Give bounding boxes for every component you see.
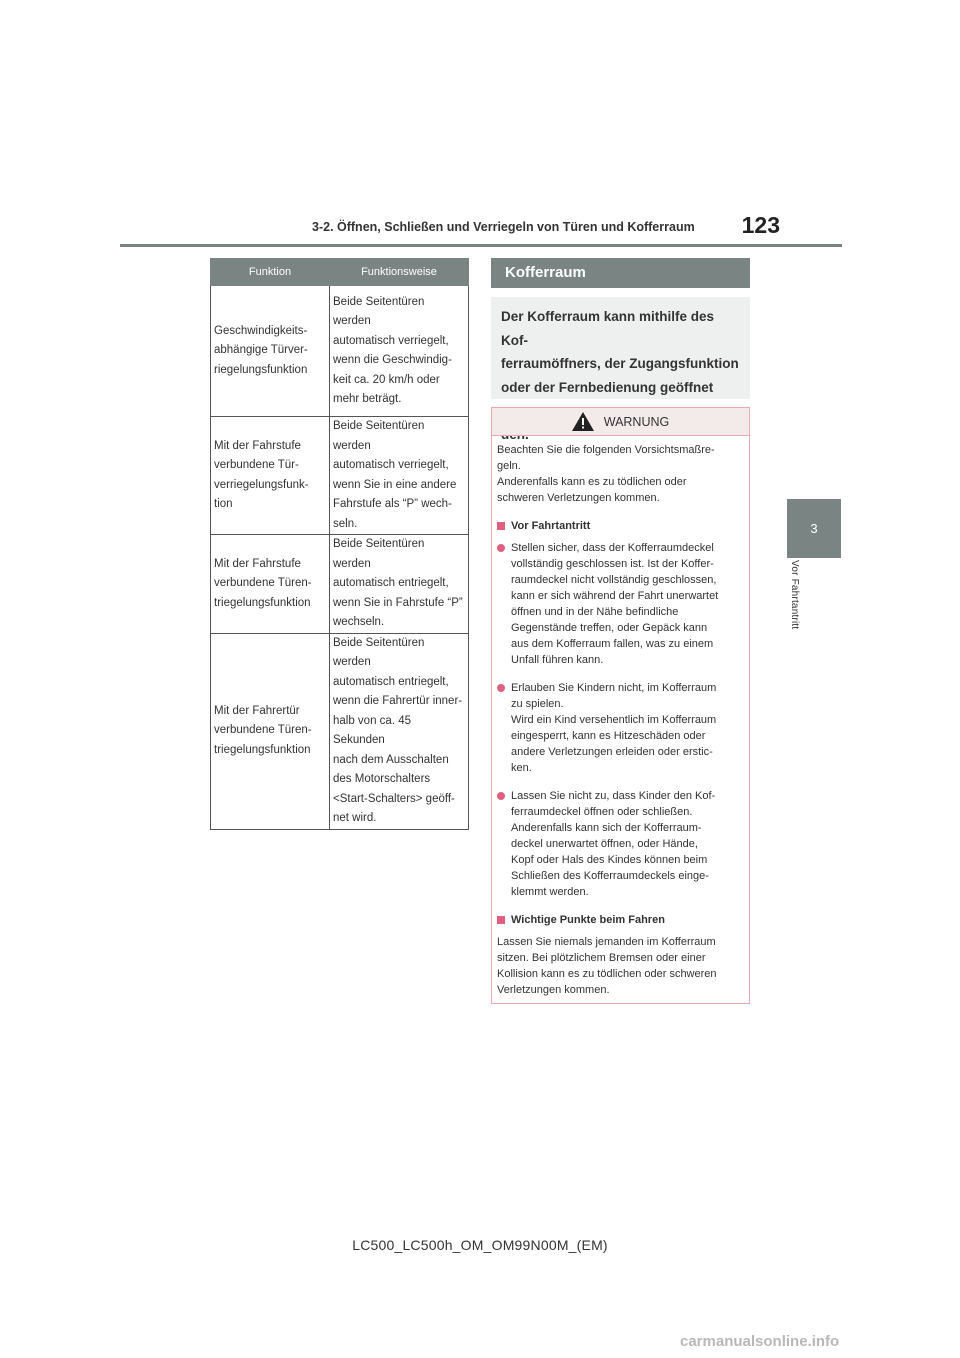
warning-title: WARNUNG bbox=[603, 414, 670, 429]
chapter-number: 3 bbox=[810, 521, 818, 536]
section-heading: Kofferraum bbox=[491, 258, 750, 288]
table-cell-funktion bbox=[211, 633, 330, 829]
table-cell-funktionsweise bbox=[330, 535, 469, 634]
cell-text: Beide Seitentüren werden automatisch entriegelt, wenn die Fahrertür inner- halb von ca. 45 Sekunden nach dem Ausschalten des Motorschalters <Start-Schalters> geöff- net wird. bbox=[333, 636, 463, 824]
column-header-funktion: Funktion bbox=[211, 259, 330, 286]
warning-intro: Beachten Sie die folgenden Vorsichtsmaßre- geln. Anderenfalls kann es zu tödlichen oder schweren Verletzungen kommen. bbox=[497, 444, 715, 504]
square-bullet-icon bbox=[497, 522, 505, 530]
page-header-title: 3-2. Öffnen, Schließen und Verriegeln von Türen und Kofferraum bbox=[312, 220, 695, 234]
cell-text: Mit der Fahrertür verbundene Türen- triegelungsfunktion bbox=[214, 704, 312, 756]
table-cell-funktion bbox=[211, 535, 330, 634]
header-divider bbox=[120, 244, 842, 247]
cell-text: Mit der Fahrstufe verbundene Türen- triegelungsfunktion bbox=[214, 557, 312, 609]
page-number: 123 bbox=[741, 212, 780, 238]
cell-text: Geschwindigkeits- abhängige Türver- riegelungsfunktion bbox=[214, 324, 308, 376]
section-intro: Der Kofferraum kann mithilfe des Kof- ferraumöffners, der Zugangsfunktion oder der Fernbedienung geöffnet bbox=[491, 297, 750, 399]
table-row bbox=[211, 535, 469, 634]
chapter-tab bbox=[787, 499, 841, 558]
warning-icon bbox=[572, 412, 594, 431]
bullet-text: Stellen sicher, dass der Kofferraumdeckel vollständig geschlossen ist. Ist der Koffer- raumdeckel nicht vollständig geschlossen, kann er sich während der Fahrt unerwartet öffnen und in der Nähe befindliche Gegenstände treffen, oder Gepäck kann aus dem Kofferraum fallen, was zu einem Unfall führen kann. bbox=[511, 542, 719, 666]
table-cell-funktionsweise bbox=[330, 286, 469, 417]
warning-body bbox=[492, 436, 749, 998]
warning-box bbox=[491, 407, 750, 1004]
subheading-text: Vor Fahrtantritt bbox=[511, 520, 591, 532]
subheading-text: Wichtige Punkte beim Fahren bbox=[511, 914, 665, 926]
table-row bbox=[211, 417, 469, 535]
table-cell-funktion bbox=[211, 286, 330, 417]
warning-final-text: Lassen Sie niemals jemanden im Kofferraum sitzen. Bei plötzlichem Bremsen oder einer Kollision kann es zu tödlichen oder schweren Verletzungen kommen. bbox=[497, 936, 717, 996]
warning-subheading bbox=[497, 518, 745, 534]
function-table bbox=[210, 258, 469, 830]
table-header-row bbox=[211, 259, 469, 286]
watermark: carmanualsonline.info bbox=[680, 1333, 840, 1350]
bullet-dot-icon bbox=[497, 792, 505, 800]
table-cell-funktionsweise bbox=[330, 633, 469, 829]
footer-model-code: LC500_LC500h_OM_OM99N00M_(EM) bbox=[352, 1237, 608, 1253]
warning-subheading bbox=[497, 912, 745, 928]
table-row bbox=[211, 633, 469, 829]
cell-text: Beide Seitentüren werden automatisch entriegelt, wenn Sie in Fahrstufe “P” wechseln. bbox=[333, 538, 463, 628]
bullet-text: Lassen Sie nicht zu, dass Kinder den Kof- ferraumdeckel öffnen oder schließen. Anderenfalls kann sich der Kofferraum- deckel unerwartet öffnen, oder Hände, Kopf oder Hals des Kindes können beim Schließen des Kofferraumdeckels einge- klemmt werden. bbox=[511, 790, 716, 898]
chapter-side-label: Vor Fahrtantritt bbox=[789, 560, 800, 630]
column-header-funktionsweise: Funktionsweise bbox=[330, 259, 469, 286]
table-cell-funktion bbox=[211, 417, 330, 535]
warning-bullet bbox=[497, 540, 745, 668]
warning-header bbox=[492, 408, 749, 436]
bullet-dot-icon bbox=[497, 684, 505, 692]
cell-text: Beide Seitentüren werden automatisch verriegelt, wenn Sie in eine andere Fahrstufe als “P” wech- seln. bbox=[333, 420, 457, 530]
cell-text: Mit der Fahrstufe verbundene Tür- verriegelungsfunk- tion bbox=[214, 439, 309, 510]
bullet-text: Erlauben Sie Kindern nicht, im Kofferraum zu spielen. Wird ein Kind versehentlich im Kofferraum eingesperrt, kann es Hitzeschäden oder andere Verletzungen erleiden oder erstic- ken. bbox=[511, 682, 717, 774]
table-cell-funktionsweise bbox=[330, 417, 469, 535]
square-bullet-icon bbox=[497, 916, 505, 924]
bullet-dot-icon bbox=[497, 544, 505, 552]
warning-bullet bbox=[497, 788, 745, 900]
cell-text: Beide Seitentüren werden automatisch verriegelt, wenn die Geschwindig- keit ca. 20 km/h oder mehr beträgt. bbox=[333, 295, 452, 405]
warning-bullet bbox=[497, 680, 745, 776]
table-row bbox=[211, 286, 469, 417]
